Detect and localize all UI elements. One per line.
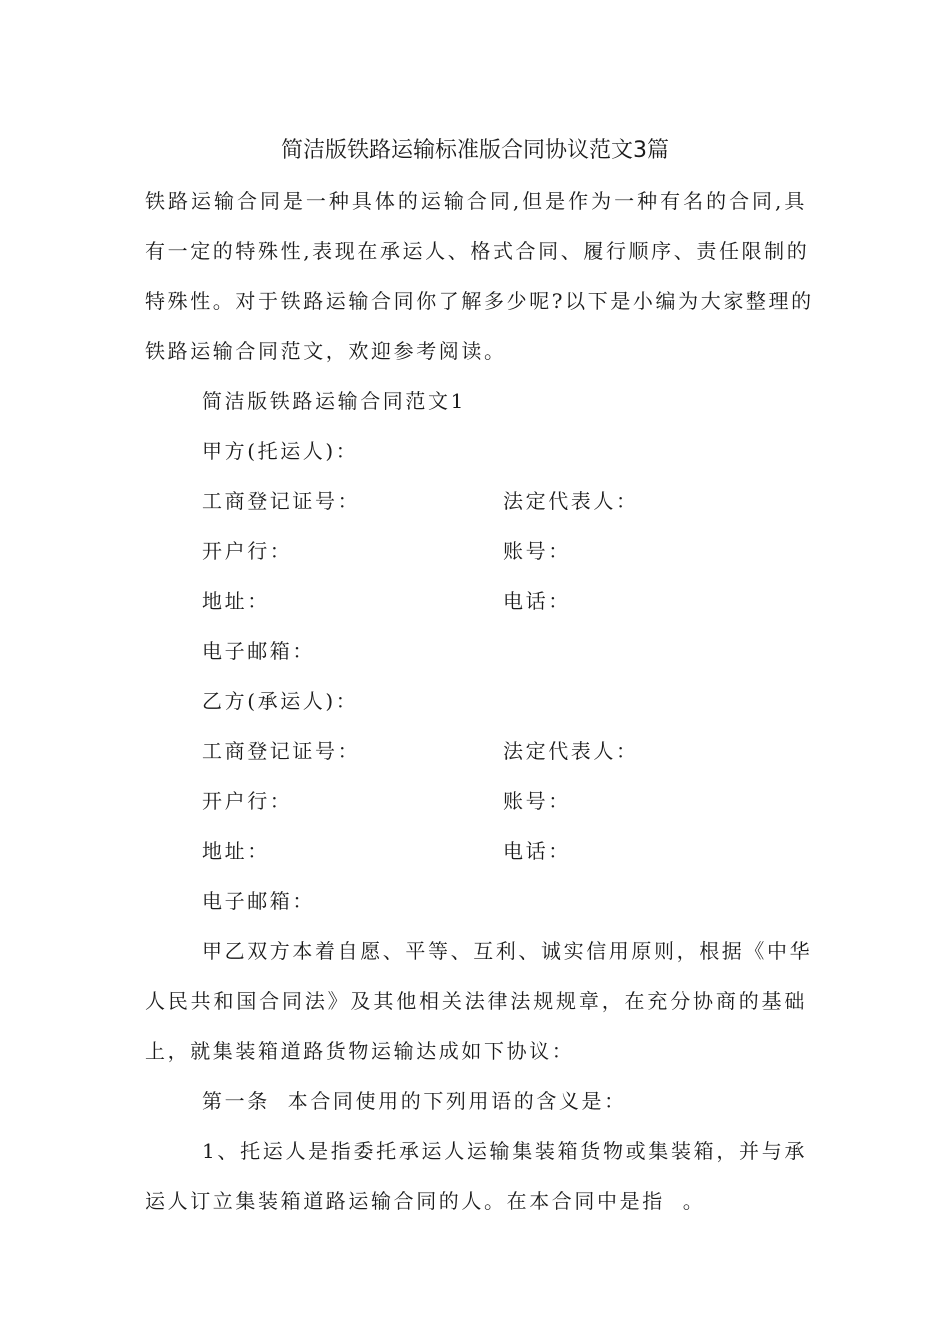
party-b-account: 账号： — [503, 789, 571, 813]
intro-line-2: 有一定的特殊性,表现在承运人、格式合同、履行顺序、责任限制的 — [145, 239, 810, 263]
party-a-address: 地址： — [202, 589, 270, 613]
section-title: 简洁版铁路运输合同范文1 — [202, 389, 466, 413]
agreement-line-3: 上，就集装箱道路货物运输达成如下协议： — [145, 1039, 575, 1063]
document-title: 简洁版铁路运输标准版合同协议范文3篇 — [281, 138, 669, 163]
party-b-bank: 开户行： — [202, 789, 293, 813]
party-a-account: 账号： — [503, 539, 571, 563]
party-b-phone: 电话： — [503, 839, 571, 863]
party-a-bank: 开户行： — [202, 539, 293, 563]
clause-1-line-2: 运人订立集装箱道路运输合同的人。在本合同中是指 。 — [145, 1189, 706, 1213]
party-a-legal-rep: 法定代表人： — [503, 489, 639, 513]
intro-line-1: 铁路运输合同是一种具体的运输合同,但是作为一种有名的合同,具 — [145, 189, 807, 213]
party-b-heading: 乙方(承运人)： — [202, 689, 359, 713]
clause-1-line-1: 1、托运人是指委托承运人运输集装箱货物或集装箱，并与承 — [202, 1139, 807, 1163]
party-b-legal-rep: 法定代表人： — [503, 739, 639, 763]
party-a-heading: 甲方(托运人)： — [202, 439, 359, 463]
agreement-line-2: 人民共和国合同法》及其他相关法律法规规章，在充分协商的基础 — [145, 989, 807, 1013]
party-b-email: 电子邮箱： — [202, 889, 315, 913]
party-b-reg-no: 工商登记证号： — [202, 739, 361, 763]
agreement-line-1: 甲乙双方本着自愿、平等、互利、诚实信用原则，根据《中华 — [202, 939, 813, 963]
party-b-address: 地址： — [202, 839, 270, 863]
party-a-reg-no: 工商登记证号： — [202, 489, 361, 513]
party-a-email: 电子邮箱： — [202, 639, 315, 663]
intro-line-3: 特殊性。对于铁路运输合同你了解多少呢?以下是小编为大家整理的 — [145, 289, 814, 313]
party-a-phone: 电话： — [503, 589, 571, 613]
intro-line-4: 铁路运输合同范文，欢迎参考阅读。 — [145, 339, 507, 363]
article-1-heading: 第一条 本合同使用的下列用语的含义是： — [202, 1089, 627, 1113]
